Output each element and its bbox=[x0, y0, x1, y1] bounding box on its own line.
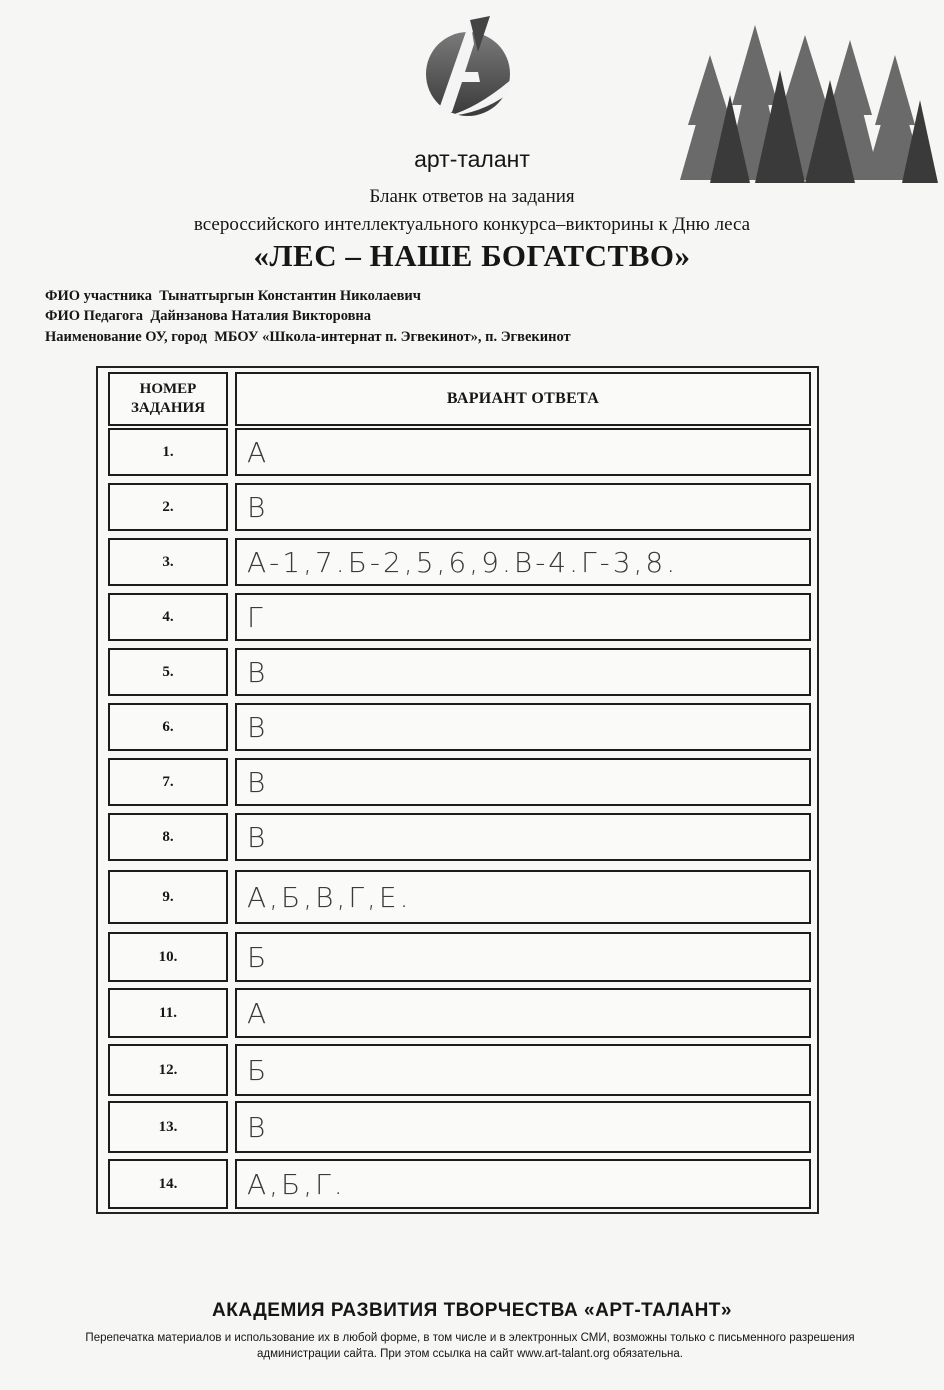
teacher-label: ФИО Педагога bbox=[45, 308, 144, 324]
table-row bbox=[108, 813, 811, 861]
table-row bbox=[108, 483, 811, 531]
answer-cell bbox=[235, 988, 811, 1038]
form-subtitle-line1: Бланк ответов на задания bbox=[369, 186, 575, 207]
answer-text: Г bbox=[247, 600, 266, 634]
answer-cell bbox=[235, 1101, 811, 1153]
task-number: 13. bbox=[108, 1101, 228, 1153]
answer-cell bbox=[235, 870, 811, 924]
column-header-number bbox=[108, 372, 228, 426]
task-number: 11. bbox=[108, 988, 228, 1038]
answer-cell bbox=[235, 648, 811, 696]
answer-cell bbox=[235, 483, 811, 531]
answer-text: А bbox=[247, 996, 270, 1030]
answer-text: А,Б,Г. bbox=[247, 1167, 346, 1201]
task-number: 7. bbox=[108, 758, 228, 806]
copyright-notice: Перепечатка материалов и использование их в любой форме, в том числе и в электронных СМИ, возможны только с письменного разрешения администрации сайта. При этом ссылка на сайт www.art-talant.org обязательна. bbox=[85, 1332, 855, 1360]
teacher-line bbox=[45, 308, 371, 325]
task-number: 10. bbox=[108, 932, 228, 982]
school-value: МБОУ «Школа-интернат п. Эгвекинот», п. Эгвекинот bbox=[214, 329, 571, 345]
table-row bbox=[108, 428, 811, 476]
answer-text: А,Б,В,Г,Е. bbox=[247, 880, 412, 914]
table-header-row bbox=[108, 372, 811, 426]
school-line bbox=[45, 329, 571, 346]
answer-cell bbox=[235, 1044, 811, 1096]
table-row bbox=[108, 932, 811, 982]
table-row bbox=[108, 1159, 811, 1209]
task-number: 12. bbox=[108, 1044, 228, 1096]
participant-label: ФИО участника bbox=[45, 288, 152, 304]
answer-text: Б bbox=[247, 940, 270, 974]
answer-text: В bbox=[247, 765, 269, 799]
task-number: 2. bbox=[108, 483, 228, 531]
answer-cell bbox=[235, 932, 811, 982]
table-row bbox=[108, 1101, 811, 1153]
table-row bbox=[108, 870, 811, 924]
answer-cell bbox=[235, 538, 811, 586]
teacher-value: Дайнзанова Наталия Викторовна bbox=[150, 308, 372, 324]
answer-table bbox=[96, 366, 819, 1214]
answer-text: В bbox=[247, 820, 269, 854]
table-row bbox=[108, 988, 811, 1038]
answer-cell bbox=[235, 758, 811, 806]
art-talant-logo bbox=[418, 12, 518, 132]
column-header-number-line2: ЗАДАНИЯ bbox=[130, 400, 206, 416]
column-header-number-line1: НОМЕР bbox=[139, 381, 197, 397]
brand-name: арт-талант bbox=[414, 146, 530, 172]
answer-text: В bbox=[247, 1110, 269, 1144]
table-row bbox=[108, 758, 811, 806]
table-row bbox=[108, 703, 811, 751]
task-number: 4. bbox=[108, 593, 228, 641]
answer-text: А bbox=[247, 435, 270, 469]
academy-name: АКАДЕМИЯ РАЗВИТИЯ ТВОРЧЕСТВА «АРТ-ТАЛАНТ» bbox=[212, 1300, 732, 1321]
participant-value: Тынатгыргын Константин Николаевич bbox=[159, 288, 421, 304]
answer-cell bbox=[235, 593, 811, 641]
contest-title: «ЛЕС – НАШЕ БОГАТСТВО» bbox=[253, 238, 691, 273]
task-number: 14. bbox=[108, 1159, 228, 1209]
answer-cell bbox=[235, 813, 811, 861]
task-number: 8. bbox=[108, 813, 228, 861]
table-row bbox=[108, 593, 811, 641]
column-header-answer: ВАРИАНТ ОТВЕТА bbox=[235, 372, 811, 426]
answer-text: В bbox=[247, 655, 269, 689]
answer-text: Б bbox=[247, 1053, 270, 1087]
answer-text: А-1,7.Б-2,5,6,9.В-4.Г-3,8. bbox=[247, 545, 679, 579]
answer-cell bbox=[235, 703, 811, 751]
task-number: 6. bbox=[108, 703, 228, 751]
answer-cell bbox=[235, 428, 811, 476]
answer-cell bbox=[235, 1159, 811, 1209]
participant-line bbox=[45, 288, 421, 305]
task-number: 3. bbox=[108, 538, 228, 586]
table-row bbox=[108, 538, 811, 586]
form-subtitle-line2: всероссийского интеллектуального конкурса–викторины к Дню леса bbox=[193, 214, 751, 235]
task-number: 9. bbox=[108, 870, 228, 924]
task-number: 1. bbox=[108, 428, 228, 476]
task-number: 5. bbox=[108, 648, 228, 696]
answer-text: В bbox=[247, 710, 269, 744]
table-row bbox=[108, 648, 811, 696]
table-row bbox=[108, 1044, 811, 1096]
answer-text: В bbox=[247, 490, 269, 524]
school-label: Наименование ОУ, город bbox=[45, 329, 207, 345]
